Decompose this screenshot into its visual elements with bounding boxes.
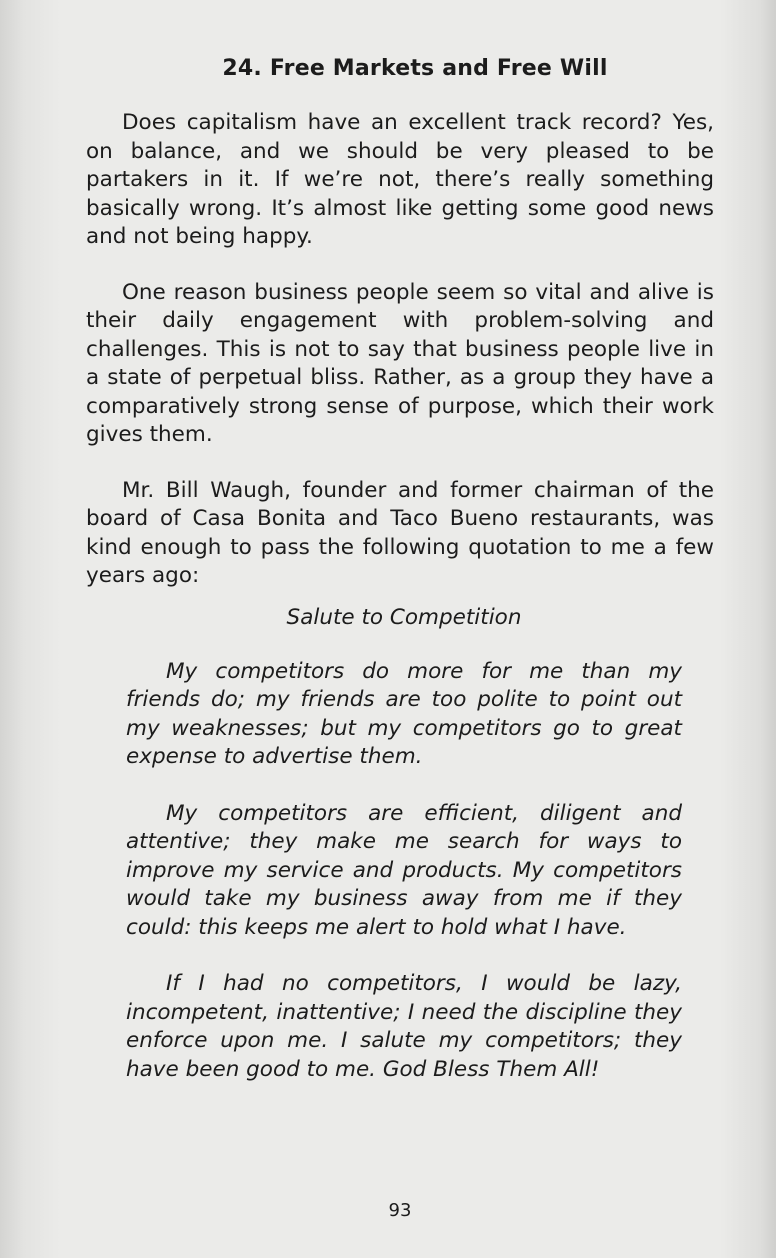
page-number: 93 [388,1200,412,1221]
paragraph-bill-waugh: Mr. Bill Waugh, founder and former chairman of the board of Casa Bonita and Taco Bueno restaurants, was kind enough to pass the following quotation to me a few years ago: [86,477,714,588]
quote-paragraph-friends: My competitors do more for me than my friends do; my friends are too polite to point out my weaknesses; but my competitors go to great expense to advertise them. [126,658,682,769]
quote-paragraph-efficient: My competitors are efficient, diligent and attentive; they make me search for ways to improve my service and products. My competitors would take my business away from me if they could: this keeps me alert to hold what I have. [126,800,682,940]
quotation-block [126,605,682,1085]
paragraph-track-record: Does capitalism have an excellent track record? Yes, on balance, and we should be very pleased to be partakers in it. If we’re not, there’s really something basically wrong. It’s almost like getting some good news and not being happy. [86,110,714,249]
chapter-title: 24. Free Markets and Free Will [222,56,608,81]
quote-title: Salute to Competition [286,604,522,630]
page-content [86,56,714,1112]
paragraph-business-people: One reason business people seem so vital and alive is their daily engagement with problem-solving and challenges. This is not to say that business people live in a state of perpetual bliss. Rather, as a group they have a comparatively strong sense of purpose, which their work gives them. [86,279,714,447]
quote-paragraph-salute: If I had no competitors, I would be lazy, incompetent, inattentive; I need the discipline they enforce upon me. I salute my competitors; they have been good to me. God Bless Them All! [126,971,682,1082]
